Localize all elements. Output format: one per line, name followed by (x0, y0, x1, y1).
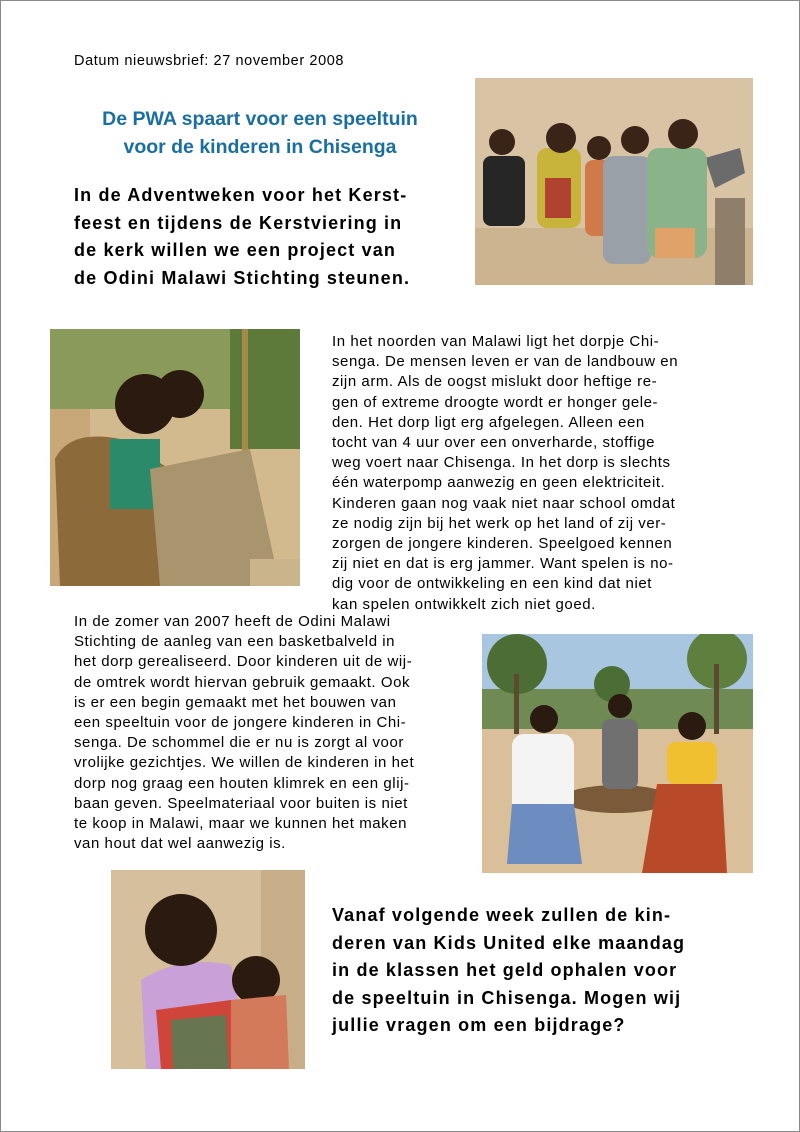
paragraph-line: het dorp gerealiseerd. Door kinderen uit de wij- (74, 653, 413, 671)
intro-line: de Odini Malawi Stichting steunen. (74, 267, 411, 288)
closing-line: deren van Kids United elke maandag (332, 932, 686, 953)
paragraph-line: is er een begin gemaakt met het bouwen van (74, 693, 397, 711)
closing-line: in de klassen het geld ophalen voor (332, 960, 678, 980)
paragraph-line: kan spelen ontwikkelt zich niet goed. (332, 595, 596, 613)
intro-line: de kerk willen we een project van (74, 240, 397, 260)
intro-line: feest en tijdens de Kerstviering in (74, 212, 403, 233)
paragraph-line: In de zomer van 2007 heeft de Odini Malawi (74, 613, 391, 630)
paragraph-line: Kinderen gaan nog vaak niet naar school omdat (332, 494, 676, 512)
closing-line: de speeltuin in Chisenga. Mogen wij (332, 987, 682, 1008)
paragraph-village (332, 332, 678, 615)
closing-line: jullie vragen om een bijdrage? (332, 1015, 626, 1035)
paragraph-line: gen of extreme droogte wordt er honger gele- (332, 393, 659, 411)
paragraph-playground (74, 612, 414, 854)
title-line: voor de kinderen in Chisenga (123, 136, 397, 158)
closing-line: Vanaf volgende week zullen de kin- (332, 905, 672, 925)
girl-with-baby-photo (111, 870, 305, 1069)
paragraph-line: dorp nog graag een houten klimrek en een glij- (74, 774, 410, 792)
paragraph-line: zij niet en dat is erg jammer. Want spelen is no- (332, 555, 674, 573)
paragraph-line: In het noorden van Malawi ligt het dorpje Chi- (332, 333, 660, 350)
page-title (71, 105, 449, 161)
paragraph-line: vrolijke gezichtjes. We willen de kinderen in het (74, 754, 415, 772)
closing-paragraph (332, 902, 685, 1040)
paragraph-line: de omtrek wordt hiervan gebruik gemaakt. Ook (74, 673, 411, 691)
paragraph-line: ze nodig zijn bij het werk op het land of zij ver- (332, 514, 667, 532)
boys-on-swing-photo (50, 329, 300, 586)
paragraph-line: dig voor de ontwikkeling en een kind dat niet (332, 575, 652, 593)
merry-go-round-photo (482, 634, 753, 873)
paragraph-line: den. Het dorp ligt erg afgelegen. Alleen een (332, 413, 645, 431)
children-group-photo (475, 78, 753, 285)
paragraph-line: baan geven. Speelmateriaal voor buiten is niet (74, 794, 408, 812)
paragraph-line: één waterpomp aanwezig en geen elektriciteit. (332, 474, 666, 492)
intro-paragraph (74, 182, 410, 292)
paragraph-line: te koop in Malawi, maar we kunnen het maken (74, 815, 407, 833)
paragraph-line: tocht van 4 uur over een onverharde, stoffige (332, 434, 655, 452)
intro-line: In de Adventweken voor het Kerst- (74, 185, 408, 205)
newsletter-date: Datum nieuwsbrief: 27 november 2008 (74, 53, 345, 69)
paragraph-line: een speeltuin voor de jongere kinderen in Chi- (74, 714, 407, 732)
paragraph-line: zorgen de jongere kinderen. Speelgoed kennen (332, 535, 673, 553)
paragraph-line: van hout dat wel aanwezig is. (74, 835, 286, 853)
title-line: De PWA spaart voor een speeltuin (102, 108, 418, 130)
paragraph-line: zijn arm. Als de oogst mislukt door heftige re- (332, 373, 658, 391)
paragraph-line: senga. De mensen leven er van de landbouw en (332, 353, 679, 371)
paragraph-line: weg voert naar Chisenga. In het dorp is slechts (332, 454, 671, 472)
paragraph-line: Stichting de aanleg van een basketbalveld in (74, 633, 396, 651)
paragraph-line: senga. De schommel die er nu is zorgt al voor (74, 734, 404, 752)
